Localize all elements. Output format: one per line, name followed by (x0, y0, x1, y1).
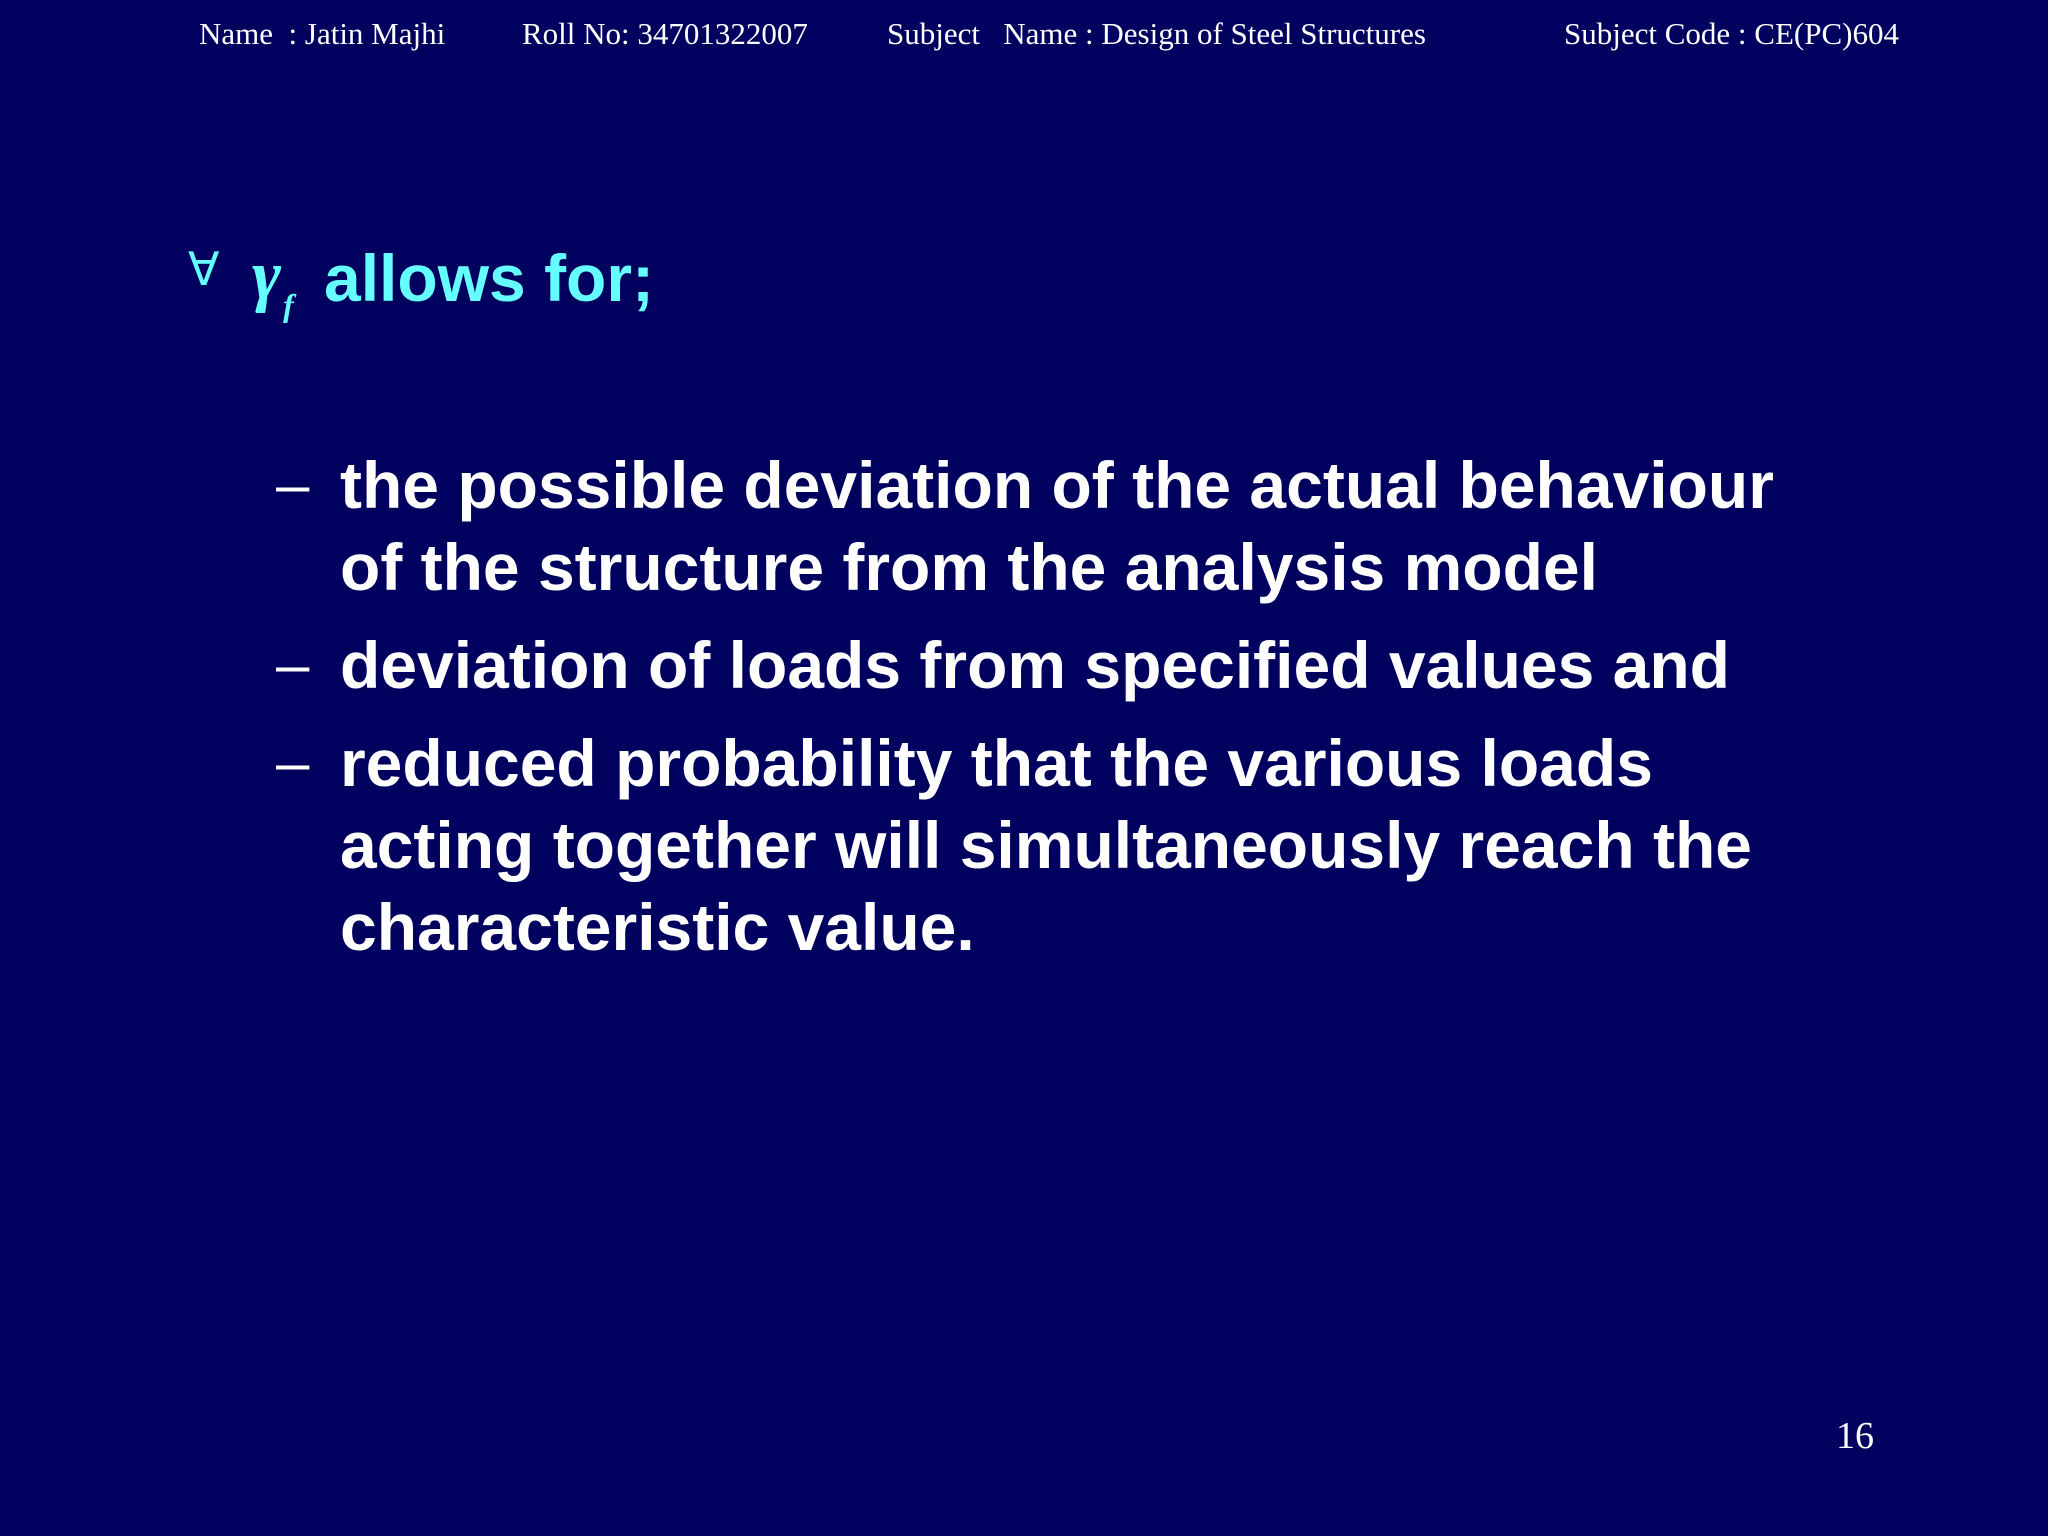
slide-header (0, 16, 2048, 60)
subject-code: Subject Code : CE(PC)604 (1564, 16, 1899, 51)
list-item-line: the possible deviation of the actual behaviour (340, 448, 1774, 522)
heading-text: allows for; (324, 241, 655, 315)
list-item-line: characteristic value. (340, 890, 975, 964)
list-item-line: reduced probability that the various loads (340, 726, 1653, 800)
student-name: Name : Jatin Majhi (199, 16, 446, 51)
page-number: 16 (1836, 1415, 1874, 1457)
dash-bullet-icon: – (276, 451, 310, 518)
subject-name: Subject Name : Design of Steel Structures (887, 16, 1426, 51)
list-item (272, 624, 1872, 706)
gamma-f-symbol (252, 236, 294, 323)
roll-number: Roll No: 34701322007 (522, 16, 808, 51)
list-item (272, 722, 1872, 968)
list-item-line: deviation of loads from specified values and (340, 628, 1730, 702)
gamma-letter: γ (252, 237, 282, 314)
list-item (272, 444, 1872, 608)
dash-bullet-icon: – (276, 631, 310, 698)
dash-bullet-icon: – (276, 729, 310, 796)
for-all-bullet-icon: ∀ (188, 242, 220, 296)
bullet-list (272, 444, 1872, 984)
list-item-line: acting together will simultaneously reach the (340, 808, 1752, 882)
gamma-subscript: f (283, 287, 294, 323)
list-item-line: of the structure from the analysis model (340, 530, 1598, 604)
